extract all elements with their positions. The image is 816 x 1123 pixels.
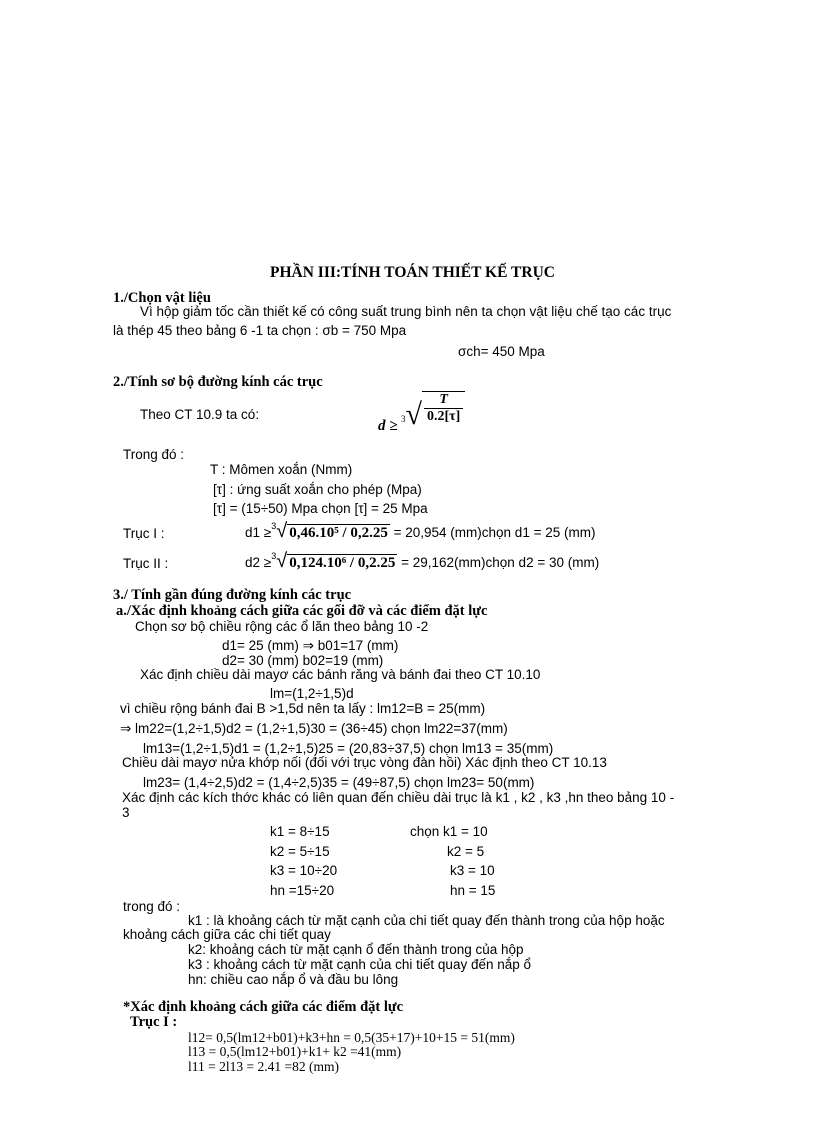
- formula-denominator: 0.2[τ]: [424, 408, 463, 425]
- k-row-2-right: k2 = 5: [447, 844, 485, 859]
- k1-definition-cont: khoảng cách giữa các chi tiết quay: [123, 927, 331, 942]
- k-row-3-left: k3 = 10÷20: [270, 863, 338, 878]
- truc-1-lhs: d1 ≥: [245, 525, 272, 540]
- section-2-heading: 2./Tính sơ bộ đường kính các trục: [113, 374, 323, 390]
- truc-2-radicand: 0,124.10⁶ / 0,2.25: [289, 555, 396, 571]
- s3-line-12: 3: [122, 805, 130, 820]
- s3-line-1: Chọn sơ bộ chiều rộng các ổ lăn theo bảng 10 -2: [135, 619, 429, 634]
- truc-1-subheading: Trục I :: [130, 1014, 178, 1030]
- k3-definition: k3 : khoảng cách từ mặt cạnh của chi tiết quay đến nắp ổ: [188, 957, 532, 972]
- truc-1-formula: d1 ≥$^3$√ 0,46.10⁵ / 0,2.25 = 20,954 (mm)chọn d1 = 25 (mm): [245, 520, 596, 542]
- hn-definition: hn: chiều cao nắp ổ và đầu bu lông: [188, 972, 399, 987]
- trong-do-label: Trong đó :: [123, 447, 185, 462]
- section-3a-heading: a./Xác định khoảng cách giữa các gối đỡ và các điểm đặt lực: [116, 603, 488, 619]
- section-1-line-2: là thép 45 theo bảng 6 -1 ta chọn : σb = 750 Mpa: [113, 323, 407, 338]
- page-title: PHẦN III:TÍNH TOÁN THIẾT KẾ TRỤC: [270, 264, 555, 281]
- theo-ct-text: Theo CT 10.9 ta có:: [140, 407, 260, 422]
- s3-line-9: Chiều dài mayơ nửa khớp nối (đối với trục vòng đàn hồi) Xác định theo CT 10.13: [122, 755, 607, 770]
- k-row-2-left: k2 = 5÷15: [270, 844, 330, 859]
- l12-formula: l12= 0,5(lm12+b01)+k3+hn = 0,5(35+17)+10+15 = 51(mm): [188, 1030, 515, 1045]
- section-1-heading: 1./Chọn vật liệu: [113, 290, 211, 306]
- k-row-1-right: chọn k1 = 10: [410, 824, 488, 839]
- formula-d-lhs: d ≥: [378, 418, 398, 434]
- s3-line-8: lm13=(1,2÷1,5)d1 = (1,2÷1,5)25 = (20,83÷37,5) chọn lm13 = 35(mm): [143, 741, 554, 756]
- k-row-1-left: k1 = 8÷15: [270, 824, 330, 839]
- section-3-heading: 3./ Tính gần đúng đường kính các trục: [113, 587, 352, 603]
- trong-do-2-label: trong đó :: [123, 899, 181, 914]
- truc-1-label: Trục I :: [123, 526, 165, 541]
- s3-line-3: d2= 30 (mm) b02=19 (mm): [222, 653, 384, 668]
- k-row-4-right: hn = 15: [450, 883, 496, 898]
- s3-line-10: lm23= (1,4÷2,5)d2 = (1,4÷2,5)35 = (49÷87,5) chọn lm23= 50(mm): [143, 775, 535, 790]
- l11-formula: l11 = 2l13 = 2.41 =82 (mm): [188, 1059, 339, 1074]
- t-definition: T : Mômen xoắn (Nmm): [210, 462, 353, 477]
- s3-line-11: Xác định các kích thớc khác có liên quan đến chiều dài trục là k1 , k2 , k3 ,hn theo bảng 10 -: [122, 790, 675, 805]
- k2-definition: k2: khoảng cách từ mặt cạnh ổ đến thành trong của hộp: [188, 942, 524, 957]
- truc-2-rhs: = 29,162(mm)chọn d2 = 30 (mm): [401, 555, 600, 570]
- section-1-line-1: Vì hộp giảm tốc cần thiết kế có công suất trung bình nên ta chọn vật liệu chế tạo các trục: [140, 304, 672, 319]
- truc-2-lhs: d2 ≥: [245, 555, 272, 570]
- s3-line-4: Xác định chiều dài mayơ các bánh răng và bánh đai theo CT 10.10: [140, 667, 541, 682]
- formula-numerator: T: [439, 392, 448, 408]
- s3-line-5: lm=(1,2÷1,5)d: [270, 686, 354, 701]
- l13-formula: l13 = 0,5(lm12+b01)+k1+ k2 =41(mm): [188, 1044, 402, 1059]
- truc-1-radicand: 0,46.10⁵ / 0,2.25: [289, 525, 388, 541]
- truc-2-label: Trục II :: [123, 556, 169, 571]
- tau-definition: [τ] : ứng suất xoắn cho phép (Mpa): [213, 482, 422, 497]
- s3-line-6: vì chiều rộng bánh đai B >1,5d nên ta lấy : lm12=B = 25(mm): [120, 701, 486, 716]
- tau-value: [τ] = (15÷50) Mpa chọn [τ] = 25 Mpa: [213, 501, 428, 516]
- truc-2-formula: d2 ≥$^3$√ 0,124.10⁶ / 0,2.25 = 29,162(mm)chọn d2 = 30 (mm): [245, 550, 600, 572]
- s3-line-7: ⇒ lm22=(1,2÷1,5)d2 = (1,2÷1,5)30 = (36÷45) chọn lm22=37(mm): [120, 721, 508, 736]
- k-row-3-right: k3 = 10: [450, 863, 495, 878]
- s3-line-2: d1= 25 (mm) ⇒ b01=17 (mm): [222, 638, 399, 653]
- section-1-line-3: σch= 450 Mpa: [458, 344, 545, 359]
- truc-1-rhs: = 20,954 (mm)chọn d1 = 25 (mm): [393, 525, 596, 540]
- section-3b-heading: *Xác định khoảng cách giữa các điểm đặt lực: [123, 999, 404, 1015]
- formula-d-cube-root: d ≥ $_3$√ $\frac{T}{0.2[\tau]}$: [378, 390, 465, 429]
- k-row-4-left: hn =15÷20: [270, 883, 335, 898]
- k1-definition: k1 : là khoảng cách từ mặt cạnh của chi tiết quay đến thành trong của hộp hoặc: [188, 913, 665, 928]
